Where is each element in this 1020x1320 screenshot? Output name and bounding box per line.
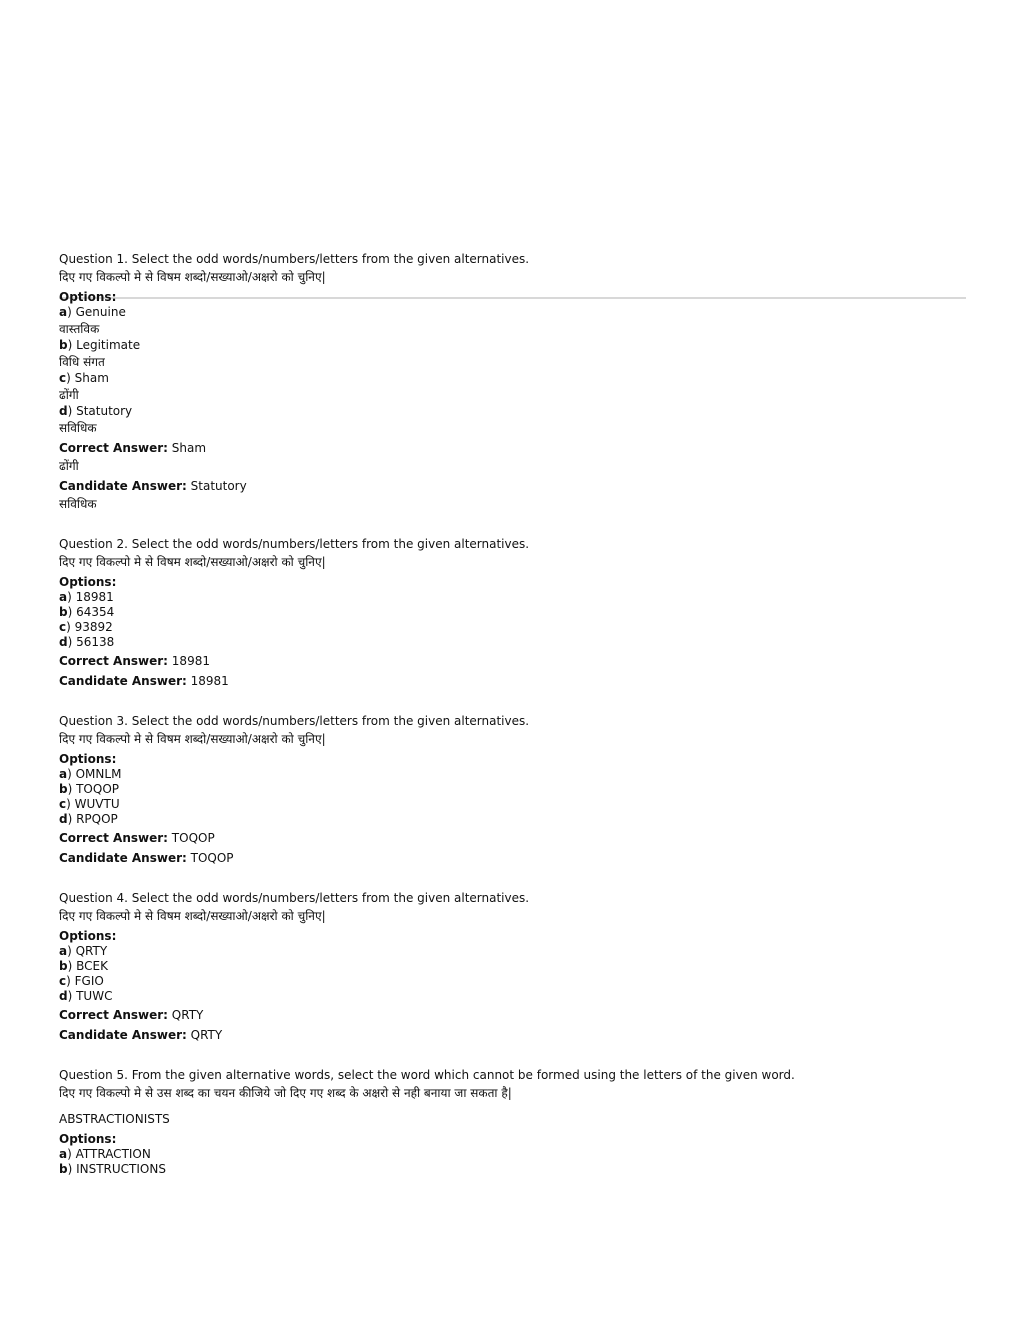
option-letter: b	[59, 1162, 68, 1176]
option-a: a) Genuine	[59, 305, 126, 319]
correct-answer-label: Correct Answer:	[59, 441, 168, 455]
question-1	[59, 250, 969, 513]
question-text-hindi: दिए गए विकल्पो मे से विषम शब्दो/सख्याओ/अक्षरो को चुनिए|	[59, 732, 326, 746]
correct-answer-value: TOQOP	[171, 831, 215, 845]
question-text: Question 3. Select the odd words/numbers/letters from the given alternatives.	[59, 714, 530, 728]
question-text: Question 1. Select the odd words/numbers/letters from the given alternatives.	[59, 252, 530, 266]
option-letter: a	[59, 590, 68, 604]
correct-answer-value: 18981	[171, 654, 210, 668]
option-a: a) QRTY	[59, 944, 108, 958]
candidate-answer	[59, 1026, 969, 1044]
options-label: Options:	[59, 929, 117, 943]
option-c: c) 93892	[59, 620, 113, 634]
option-letter: c	[59, 797, 67, 811]
correct-answer	[59, 829, 969, 847]
option-c: c) FGIO	[59, 974, 104, 988]
option-letter: a	[59, 1147, 68, 1161]
correct-answer-label: Correct Answer:	[59, 654, 168, 668]
candidate-answer	[59, 672, 969, 690]
option-b: b) INSTRUCTIONS	[59, 1162, 166, 1176]
option-text: Sham	[74, 371, 109, 385]
option-text: 18981	[75, 590, 114, 604]
question-5	[59, 1066, 969, 1177]
option-text: 93892	[74, 620, 113, 634]
option-b: b) TOQOP	[59, 782, 119, 796]
option-text: BCEK	[76, 959, 108, 973]
option-text: OMNLM	[75, 767, 122, 781]
question-text: Question 4. Select the odd words/numbers/letters from the given alternatives.	[59, 891, 530, 905]
question-paper	[59, 250, 969, 1177]
question-3	[59, 712, 969, 867]
option-b-hindi: विधि संगत	[59, 355, 105, 369]
option-text: 64354	[76, 605, 115, 619]
option-letter: d	[59, 989, 68, 1003]
option-a: a) ATTRACTION	[59, 1147, 151, 1161]
correct-answer-value: QRTY	[171, 1008, 204, 1022]
correct-answer-hindi: ढोंगी	[59, 459, 79, 473]
option-letter: b	[59, 605, 68, 619]
option-letter: c	[59, 371, 67, 385]
candidate-answer-value: 18981	[190, 674, 229, 688]
candidate-answer-label: Candidate Answer:	[59, 1028, 187, 1042]
question-4	[59, 889, 969, 1044]
option-letter: d	[59, 635, 68, 649]
correct-answer	[59, 439, 969, 457]
option-letter: b	[59, 782, 68, 796]
option-c: c) WUVTU	[59, 797, 120, 811]
option-text: INSTRUCTIONS	[76, 1162, 166, 1176]
correct-answer-value: Sham	[171, 441, 207, 455]
option-text: 56138	[76, 635, 115, 649]
option-text: ATTRACTION	[75, 1147, 151, 1161]
options-label: Options:	[59, 752, 117, 766]
options-label: Options:	[59, 575, 117, 589]
option-letter: a	[59, 767, 68, 781]
option-d: d) 56138	[59, 635, 115, 649]
given-word: ABSTRACTIONISTS	[59, 1112, 170, 1126]
question-text: Question 2. Select the odd words/numbers/letters from the given alternatives.	[59, 537, 530, 551]
candidate-answer-label: Candidate Answer:	[59, 479, 187, 493]
candidate-answer-hindi: सविधिक	[59, 497, 97, 511]
option-b: b) BCEK	[59, 959, 108, 973]
option-d: d) TUWC	[59, 989, 113, 1003]
option-a: a) OMNLM	[59, 767, 122, 781]
option-text: WUVTU	[74, 797, 120, 811]
correct-answer	[59, 1006, 969, 1024]
question-text-hindi: दिए गए विकल्पो मे से विषम शब्दो/सख्याओ/अक्षरो को चुनिए|	[59, 909, 326, 923]
option-letter: c	[59, 620, 67, 634]
question-text-hindi: दिए गए विकल्पो मे से उस शब्द का चयन कीजिये जो दिए गए शब्द के अक्षरो से नही बनाया जा सकता है|	[59, 1086, 512, 1100]
option-text: TOQOP	[76, 782, 119, 796]
option-text: TUWC	[76, 989, 113, 1003]
question-text-hindi: दिए गए विकल्पो मे से विषम शब्दो/सख्याओ/अक्षरो को चुनिए|	[59, 555, 326, 569]
option-text: QRTY	[75, 944, 108, 958]
correct-answer-label: Correct Answer:	[59, 1008, 168, 1022]
candidate-answer	[59, 849, 969, 867]
option-a: a) 18981	[59, 590, 114, 604]
option-text: FGIO	[74, 974, 104, 988]
candidate-answer-label: Candidate Answer:	[59, 851, 187, 865]
candidate-answer-value: Statutory	[190, 479, 247, 493]
correct-answer	[59, 652, 969, 670]
option-d: d) Statutory	[59, 404, 133, 418]
candidate-answer	[59, 477, 969, 495]
question-2	[59, 535, 969, 690]
question-text: Question 5. From the given alternative words, select the word which cannot be formed using the letters of the given word.	[59, 1068, 795, 1082]
option-letter: b	[59, 959, 68, 973]
option-letter: d	[59, 404, 68, 418]
option-b: b) Legitimate	[59, 338, 141, 352]
option-a-hindi: वास्तविक	[59, 322, 100, 336]
option-d: d) RPQOP	[59, 812, 118, 826]
option-letter: a	[59, 944, 68, 958]
option-c-hindi: ढोंगी	[59, 388, 79, 402]
candidate-answer-value: QRTY	[190, 1028, 223, 1042]
option-letter: b	[59, 338, 68, 352]
option-d-hindi: सविधिक	[59, 421, 97, 435]
option-letter: c	[59, 974, 67, 988]
options-label: Options:	[59, 290, 117, 304]
candidate-answer-label: Candidate Answer:	[59, 674, 187, 688]
option-text: Statutory	[76, 404, 133, 418]
question-text-hindi: दिए गए विकल्पो मे से विषम शब्दो/सख्याओ/अक्षरो को चुनिए|	[59, 270, 326, 284]
option-text: RPQOP	[76, 812, 118, 826]
option-text: Genuine	[75, 305, 126, 319]
option-letter: d	[59, 812, 68, 826]
option-b: b) 64354	[59, 605, 115, 619]
candidate-answer-value: TOQOP	[190, 851, 234, 865]
option-letter: a	[59, 305, 68, 319]
option-text: Legitimate	[76, 338, 141, 352]
options-label: Options:	[59, 1132, 117, 1146]
option-c: c) Sham	[59, 371, 109, 385]
correct-answer-label: Correct Answer:	[59, 831, 168, 845]
